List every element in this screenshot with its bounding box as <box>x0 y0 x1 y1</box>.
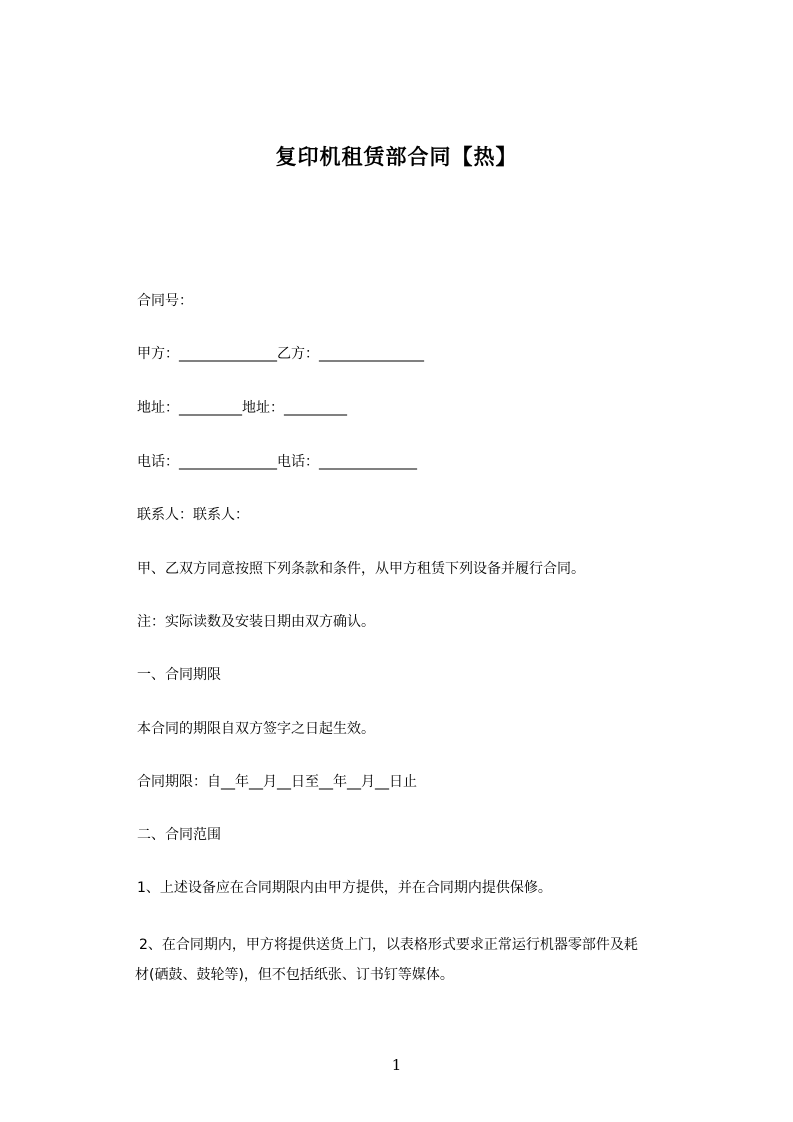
section-heading-scope: 二、合同范围 <box>137 827 221 843</box>
party-address-line: 地址：_________地址：_________ <box>137 400 347 416</box>
scope-item-2-line-2: 材(硒鼓、鼓轮等)，但不包括纸张、订书钉等媒体。 <box>135 967 454 983</box>
party-phone-line: 电话：______________电话：______________ <box>137 454 417 470</box>
scope-item-2-line-1: 2、在合同期内，甲方将提供送货上门，以表格形式要求正常运行机器零部件及耗 <box>139 937 638 953</box>
contact-person-line: 联系人：联系人： <box>137 507 249 523</box>
term-effective-line: 本合同的期限自双方签字之日起生效。 <box>137 721 375 737</box>
document-title: 复印机租赁部合同【热】 <box>275 145 518 169</box>
scope-item-2 <box>137 930 717 990</box>
agreement-statement: 甲、乙双方同意按照下列条款和条件，从甲方租赁下列设备并履行合同。 <box>137 561 585 577</box>
section-heading-term: 一、合同期限 <box>137 667 221 683</box>
contract-number-line: 合同号： <box>137 293 193 309</box>
note-line: 注：实际读数及安装日期由双方确认。 <box>137 614 375 630</box>
term-period-line: 合同期限：自__年__月__日至__年__月__日止 <box>137 774 417 790</box>
page-number: 1 <box>391 1056 402 1074</box>
party-names-line: 甲方：______________乙方：_______________ <box>137 346 424 362</box>
scope-item-1: 1、上述设备应在合同期限内由甲方提供，并在合同期内提供保修。 <box>137 880 552 896</box>
